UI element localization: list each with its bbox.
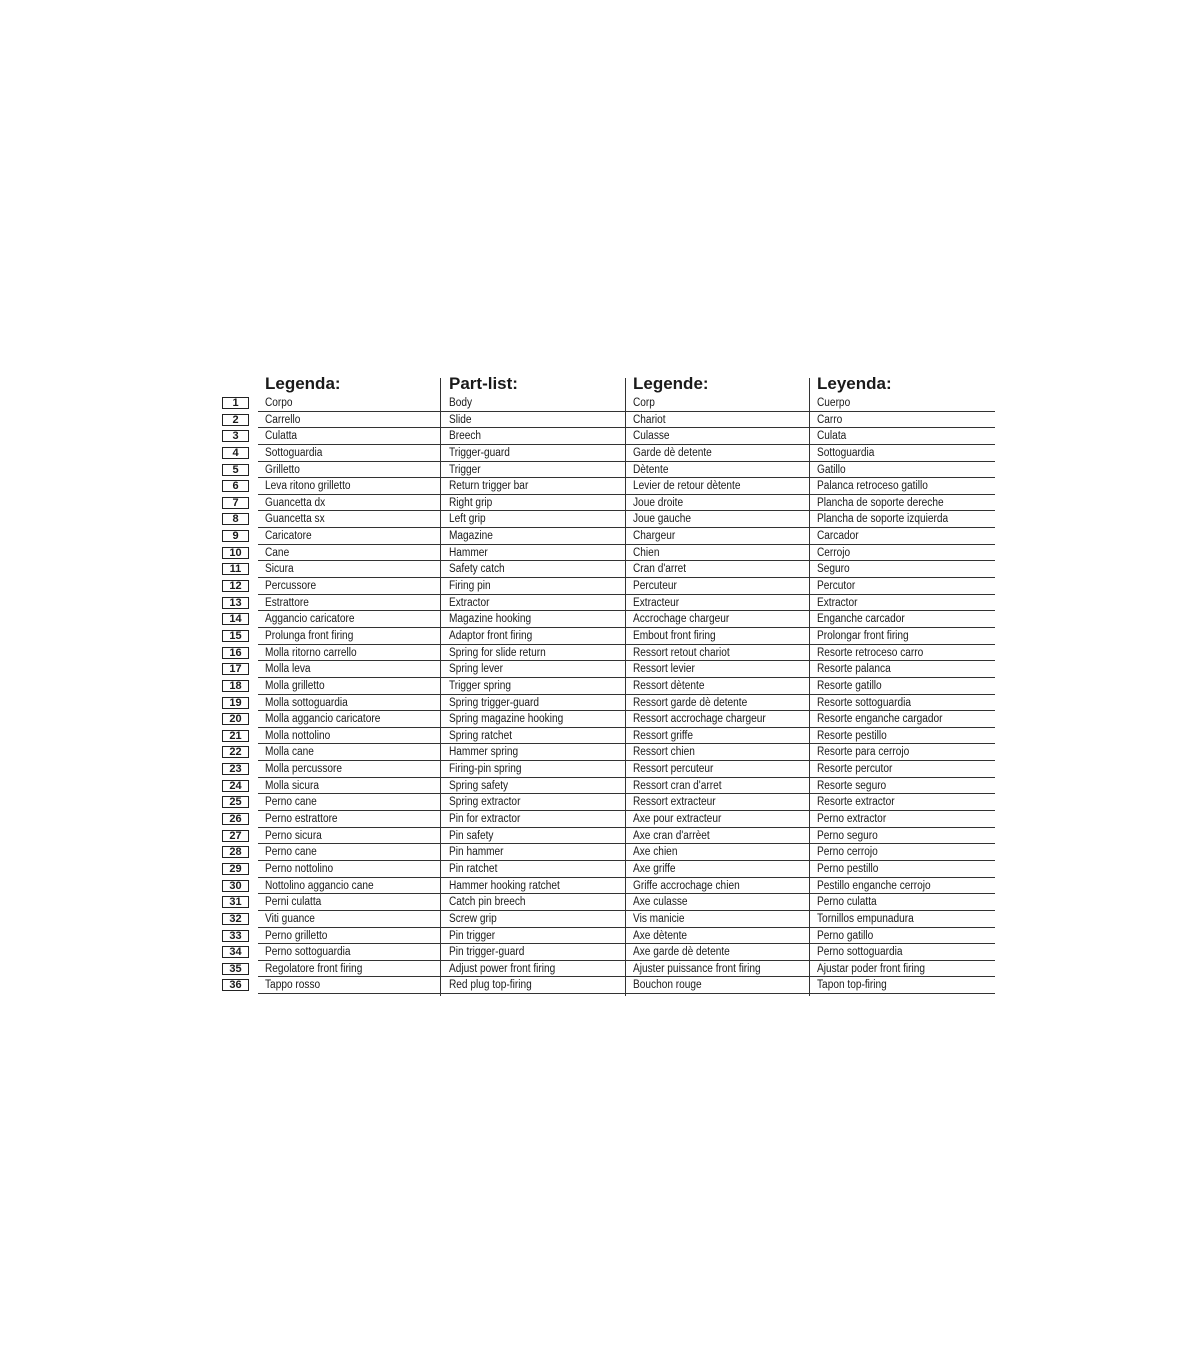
cell-spanish: Resorte gatillo (817, 679, 882, 692)
cell-spanish: Seguro (817, 563, 850, 576)
cell-french: Chien (633, 546, 660, 559)
header-row (222, 373, 995, 395)
part-number-box: 33 (222, 930, 249, 942)
table-row (222, 695, 995, 712)
cell-spanish: Prolongar front firing (817, 629, 909, 642)
part-number-box: 5 (222, 464, 249, 476)
cell-spanish: Carro (817, 413, 843, 426)
cell-spanish: Perno pestillo (817, 862, 879, 875)
cell-italian: Caricatore (265, 530, 312, 543)
part-number-box: 23 (222, 763, 249, 775)
cell-english: Spring safety (449, 779, 509, 792)
header-french: Legende: (633, 374, 709, 393)
part-number-box: 9 (222, 530, 249, 542)
table-row (222, 811, 995, 828)
part-number-box: 30 (222, 880, 249, 892)
cell-spanish: Resorte para cerrojo (817, 746, 910, 759)
cell-spanish: Carcador (817, 530, 859, 543)
cell-italian: Culatta (265, 430, 298, 443)
table-row (222, 628, 995, 645)
table-row (222, 578, 995, 595)
cell-english: Pin trigger (449, 929, 496, 942)
cell-french: Joue gauche (633, 513, 691, 526)
cell-english: Hammer hooking ratchet (449, 879, 560, 892)
header-italian: Legenda: (265, 374, 341, 393)
table-row (222, 894, 995, 911)
table-row (222, 428, 995, 445)
cell-spanish: Perno extractor (817, 813, 887, 826)
cell-italian: Molla aggancio caricatore (265, 713, 381, 726)
cell-french: Cran d'arret (633, 563, 687, 576)
table-row (222, 778, 995, 795)
cell-italian: Leva ritono grilletto (265, 480, 351, 493)
cell-french: Ressort accrochage chargeur (633, 713, 766, 726)
cell-spanish: Resorte enganche cargador (817, 713, 943, 726)
cell-spanish: Tapon top-firing (817, 979, 887, 992)
table-body (222, 395, 995, 994)
cell-french: Garde dè detente (633, 446, 712, 459)
cell-english: Safety catch (449, 563, 505, 576)
cell-spanish: Resorte retroceso carro (817, 646, 924, 659)
table-row (222, 928, 995, 945)
cell-spanish: Resorte percutor (817, 763, 893, 776)
cell-french: Axe culasse (633, 896, 688, 909)
cell-english: Catch pin breech (449, 896, 526, 909)
cell-english: Hammer (449, 546, 488, 559)
cell-french: Embout front firing (633, 629, 716, 642)
table-row (222, 728, 995, 745)
part-number-box: 1 (222, 397, 249, 409)
part-number-box: 29 (222, 863, 249, 875)
cell-french: Ressort levier (633, 663, 695, 676)
cell-english: Screw grip (449, 912, 497, 925)
cell-french: Bouchon rouge (633, 979, 702, 992)
cell-italian: Corpo (265, 397, 293, 409)
cell-spanish: Plancha de soporte dereche (817, 496, 944, 509)
table-row (222, 395, 995, 412)
cell-french: Axe cran d'arrèet (633, 829, 710, 842)
cell-italian: Regolatore front firing (265, 962, 363, 975)
cell-spanish: Resorte extractor (817, 796, 895, 809)
part-number-box: 20 (222, 713, 249, 725)
part-number-box: 32 (222, 913, 249, 925)
cell-french: Ressort chien (633, 746, 695, 759)
table-row (222, 445, 995, 462)
part-number-box: 6 (222, 480, 249, 492)
cell-french: Chargeur (633, 530, 676, 543)
cell-english: Pin ratchet (449, 862, 498, 875)
cell-spanish: Percutor (817, 580, 856, 593)
part-number-box: 34 (222, 946, 249, 958)
cell-english: Spring extractor (449, 796, 521, 809)
cell-italian: Molla nottolino (265, 729, 331, 742)
cell-spanish: Pestillo enganche cerrojo (817, 879, 931, 892)
cell-italian: Carrello (265, 413, 301, 426)
cell-italian: Perno grilletto (265, 929, 328, 942)
cell-french: Percuteur (633, 580, 677, 593)
cell-italian: Molla ritorno carrello (265, 646, 357, 659)
cell-english: Pin hammer (449, 846, 504, 859)
cell-italian: Tappo rosso (265, 979, 321, 992)
cell-english: Right grip (449, 496, 493, 509)
cell-english: Pin for extractor (449, 813, 521, 826)
cell-french: Ressort percuteur (633, 763, 714, 776)
cell-italian: Molla grilletto (265, 679, 325, 692)
cell-french: Ressort extracteur (633, 796, 716, 809)
cell-french: Axe pour extracteur (633, 813, 722, 826)
table-row (222, 462, 995, 479)
cell-spanish: Enganche carcador (817, 613, 905, 626)
table-row (222, 761, 995, 778)
part-number-box: 21 (222, 730, 249, 742)
cell-english: Pin safety (449, 829, 494, 842)
cell-italian: Aggancio caricatore (265, 613, 355, 626)
cell-spanish: Perno gatillo (817, 929, 874, 942)
cell-english: Red plug top-firing (449, 979, 532, 992)
part-number-box: 3 (222, 430, 249, 442)
cell-french: Dètente (633, 463, 669, 476)
header-english: Part-list: (449, 374, 518, 393)
cell-spanish: Plancha de soporte izquierda (817, 513, 949, 526)
cell-italian: Estrattore (265, 596, 309, 609)
cell-french: Extracteur (633, 596, 680, 609)
cell-english: Adaptor front firing (449, 629, 533, 642)
cell-italian: Molla cane (265, 746, 314, 759)
cell-english: Return trigger bar (449, 480, 529, 493)
cell-french: Ressort dètente (633, 679, 705, 692)
cell-french: Joue droite (633, 496, 684, 509)
cell-spanish: Perno cerrojo (817, 846, 878, 859)
cell-italian: Guancetta dx (265, 496, 326, 509)
cell-spanish: Resorte seguro (817, 779, 887, 792)
table-row (222, 561, 995, 578)
cell-english: Breech (449, 430, 482, 443)
cell-spanish: Culata (817, 430, 847, 443)
part-number-box: 10 (222, 547, 249, 559)
cell-english: Hammer spring (449, 746, 519, 759)
cell-english: Extractor (449, 596, 490, 609)
cell-french: Axe griffe (633, 862, 676, 875)
header-spanish: Leyenda: (817, 374, 892, 393)
cell-spanish: Cerrojo (817, 546, 851, 559)
cell-spanish: Gatillo (817, 463, 846, 476)
cell-italian: Perno nottolino (265, 862, 334, 875)
cell-spanish: Sottoguardia (817, 446, 875, 459)
cell-italian: Molla sottoguardia (265, 696, 348, 709)
cell-italian: Sottoguardia (265, 446, 323, 459)
cell-english: Spring lever (449, 663, 504, 676)
table-row (222, 678, 995, 695)
part-number-box: 19 (222, 697, 249, 709)
part-number-box: 7 (222, 497, 249, 509)
part-number-box: 8 (222, 513, 249, 525)
cell-italian: Guancetta sx (265, 513, 325, 526)
cell-english: Trigger spring (449, 679, 512, 692)
cell-french: Ressort garde dè detente (633, 696, 748, 709)
cell-italian: Prolunga front firing (265, 629, 354, 642)
part-number-box: 16 (222, 647, 249, 659)
table-row (222, 478, 995, 495)
cell-spanish: Perno sottoguardia (817, 946, 903, 959)
cell-french: Ajuster puissance front firing (633, 962, 761, 975)
cell-french: Culasse (633, 430, 670, 443)
table-row (222, 878, 995, 895)
table-row (222, 944, 995, 961)
part-number-box: 27 (222, 830, 249, 842)
cell-french: Levier de retour dètente (633, 480, 741, 493)
cell-english: Left grip (449, 513, 486, 526)
cell-spanish: Cuerpo (817, 397, 851, 409)
cell-french: Griffe accrochage chien (633, 879, 740, 892)
parts-legend-table (222, 373, 995, 994)
cell-english: Spring magazine hooking (449, 713, 564, 726)
table-row (222, 861, 995, 878)
table-row (222, 744, 995, 761)
cell-english: Body (449, 397, 473, 409)
table-row (222, 794, 995, 811)
table-row (222, 495, 995, 512)
part-number-box: 13 (222, 597, 249, 609)
part-number-box: 36 (222, 979, 249, 991)
cell-italian: Sicura (265, 563, 294, 576)
table-row (222, 611, 995, 628)
cell-spanish: Resorte sottoguardia (817, 696, 911, 709)
table-row (222, 645, 995, 662)
cell-italian: Perno cane (265, 846, 317, 859)
part-number-box: 14 (222, 613, 249, 625)
cell-italian: Molla percussore (265, 763, 343, 776)
cell-italian: Perno estrattore (265, 813, 338, 826)
cell-spanish: Palanca retroceso gatillo (817, 480, 928, 493)
cell-spanish: Resorte palanca (817, 663, 891, 676)
table-row (222, 844, 995, 861)
cell-spanish: Resorte pestillo (817, 729, 887, 742)
cell-english: Spring for slide return (449, 646, 546, 659)
cell-spanish: Ajustar poder front firing (817, 962, 926, 975)
cell-french: Chariot (633, 413, 666, 426)
cell-english: Firing-pin spring (449, 763, 522, 776)
part-number-box: 11 (222, 563, 249, 575)
table-row (222, 828, 995, 845)
table-row (222, 977, 995, 994)
part-number-box: 35 (222, 963, 249, 975)
table-row (222, 545, 995, 562)
cell-spanish: Extractor (817, 596, 858, 609)
table-row (222, 511, 995, 528)
cell-english: Magazine hooking (449, 613, 532, 626)
part-number-box: 28 (222, 846, 249, 858)
table-row (222, 595, 995, 612)
cell-english: Trigger (449, 463, 481, 476)
cell-italian: Percussore (265, 580, 317, 593)
cell-italian: Perno sicura (265, 829, 322, 842)
cell-english: Trigger-guard (449, 446, 510, 459)
cell-french: Ressort retout chariot (633, 646, 730, 659)
part-number-box: 22 (222, 746, 249, 758)
cell-italian: Viti guance (265, 912, 315, 925)
cell-french: Accrochage chargeur (633, 613, 730, 626)
cell-italian: Grilletto (265, 463, 300, 476)
cell-english: Pin trigger-guard (449, 946, 525, 959)
cell-english: Spring ratchet (449, 729, 513, 742)
row-divider (258, 993, 995, 994)
part-number-box: 18 (222, 680, 249, 692)
cell-french: Axe dètente (633, 929, 688, 942)
cell-french: Corp (633, 397, 655, 409)
part-number-box: 2 (222, 414, 249, 426)
cell-italian: Perno sottoguardia (265, 946, 351, 959)
cell-english: Firing pin (449, 580, 491, 593)
cell-english: Spring trigger-guard (449, 696, 540, 709)
table-row (222, 412, 995, 429)
table-row (222, 911, 995, 928)
cell-french: Ressort griffe (633, 729, 694, 742)
cell-italian: Cane (265, 546, 290, 559)
table-row (222, 661, 995, 678)
cell-french: Axe garde dè detente (633, 946, 730, 959)
table-row (222, 961, 995, 978)
cell-french: Axe chien (633, 846, 678, 859)
part-number-box: 15 (222, 630, 249, 642)
cell-spanish: Tornillos empunadura (817, 912, 914, 925)
cell-english: Adjust power front firing (449, 962, 556, 975)
cell-italian: Molla sicura (265, 779, 319, 792)
part-number-box: 31 (222, 896, 249, 908)
cell-spanish: Perno culatta (817, 896, 877, 909)
cell-french: Vis manicie (633, 912, 685, 925)
part-number-box: 25 (222, 796, 249, 808)
cell-italian: Perni culatta (265, 896, 322, 909)
cell-italian: Molla leva (265, 663, 311, 676)
part-number-box: 26 (222, 813, 249, 825)
table-row (222, 711, 995, 728)
part-number-box: 4 (222, 447, 249, 459)
cell-french: Ressort cran d'arret (633, 779, 722, 792)
part-number-box: 17 (222, 663, 249, 675)
cell-italian: Perno cane (265, 796, 317, 809)
part-number-box: 24 (222, 780, 249, 792)
table-row (222, 528, 995, 545)
cell-english: Magazine (449, 530, 493, 543)
cell-italian: Nottolino aggancio cane (265, 879, 374, 892)
cell-english: Slide (449, 413, 472, 426)
cell-spanish: Perno seguro (817, 829, 878, 842)
part-number-box: 12 (222, 580, 249, 592)
